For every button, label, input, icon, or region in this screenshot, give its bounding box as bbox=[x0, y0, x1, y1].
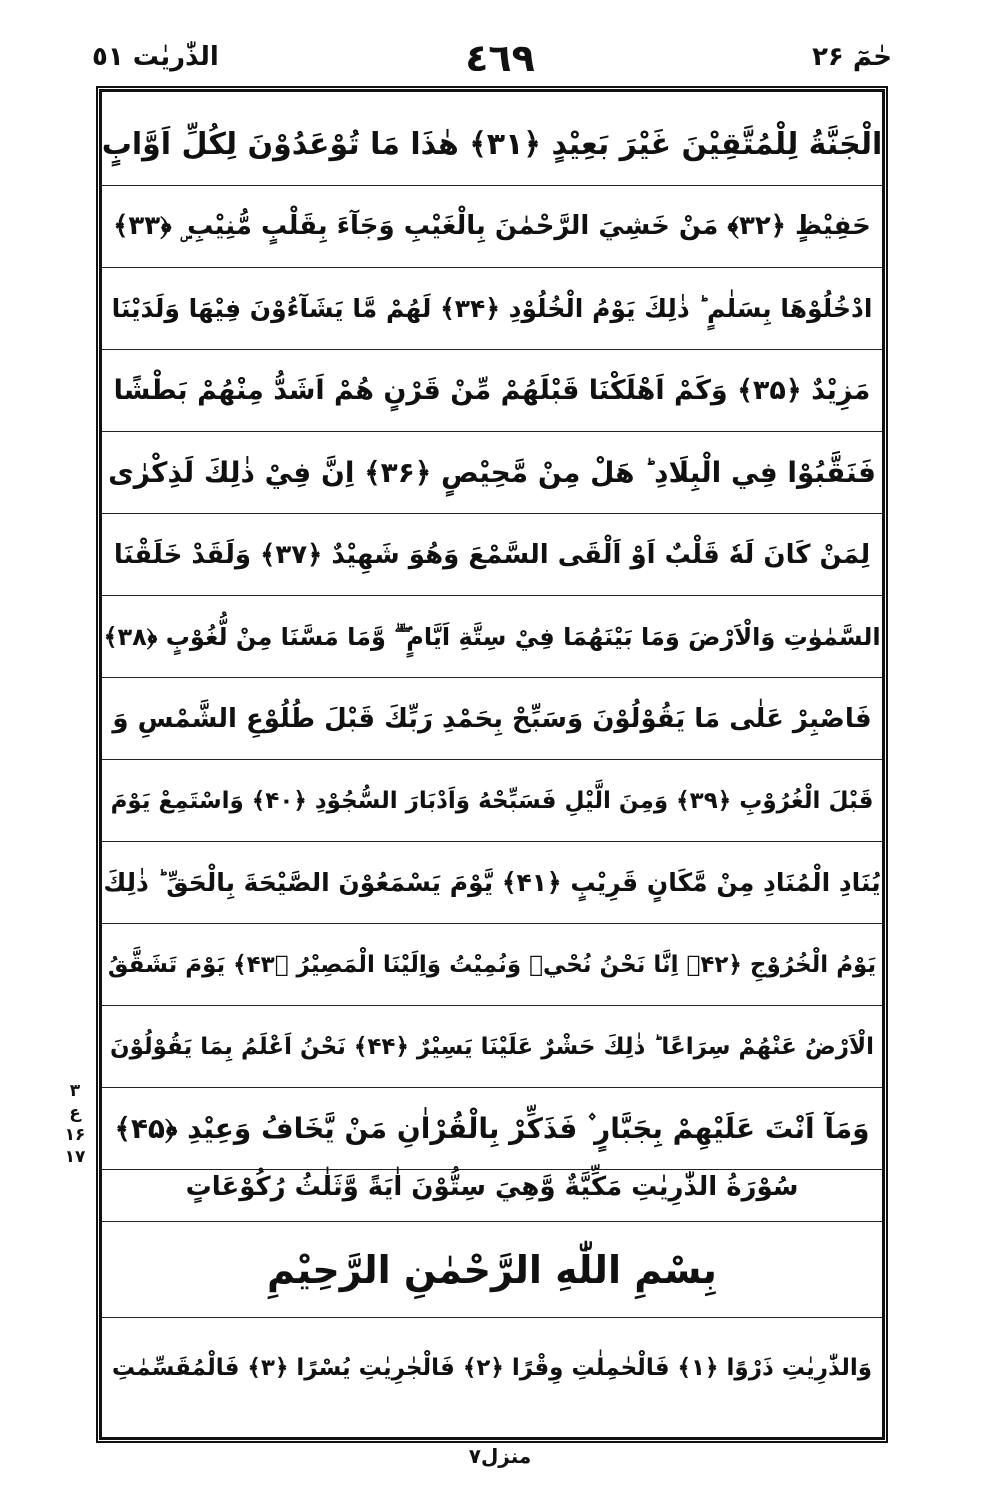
text-line-7: السَّمٰوٰتِ وَالْاَرْضَ وَمَا بَيْنَهُمَا فِيْ سِتَّةِ اَيَّامٍ ۖ ۗ وَّمَا مَسَّنَا مِنْ لُّغُوْبٍ ﴿۳۸﴾ bbox=[102, 596, 882, 678]
surah-label: الذّٰريٰت ٥١ bbox=[92, 42, 219, 72]
surah-heading: سُوْرَةُ الذّٰرِيٰتِ مَكِّيَّةٌ وَّهِيَ سِتُّوْنَ اٰيَةً وَّثَلٰثُ رُكُوْعَاتٍ bbox=[102, 1152, 882, 1222]
text-line-8: فَاصْبِرْ عَلٰى مَا يَقُوْلُوْنَ وَسَبِّحْ بِحَمْدِ رَبِّكَ قَبْلَ طُلُوْعِ الشَّمْسِ وَ bbox=[102, 678, 882, 760]
text-line-4: مَزِيْدٌ ﴿۳۵﴾ وَكَمْ اَهْلَكْنَا قَبْلَهُمْ مِّنْ قَرْنٍ هُمْ اَشَدُّ مِنْهُمْ بَطْشًا bbox=[102, 350, 882, 432]
page-number: ٤٦٩ bbox=[465, 36, 535, 80]
bismillah: بِسْمِ اللّٰهِ الرَّحْمٰنِ الرَّحِيْمِ bbox=[102, 1222, 882, 1318]
text-line-2: حَفِيْظٍ ﴿۳۲﴾ مَنْ خَشِيَ الرَّحْمٰنَ بِالْغَيْبِ وَجَآءَ بِقَلْبٍ مُّنِيْبِ ۣ ﴿۳۳﴾ bbox=[102, 186, 882, 268]
ruku-marker-line3: ۱۷ bbox=[64, 1147, 86, 1167]
ruku-marker bbox=[58, 1080, 92, 1168]
ruku-marker-line1: ۳ bbox=[69, 1081, 81, 1101]
text-line-13: وَمَآ اَنْتَ عَلَيْهِمْ بِجَبَّارٍ ۫ فَذَكِّرْ بِالْقُرْاٰنِ مَنْ يَّخَافُ وَعِيْدِ ﴿۴۵﴾ bbox=[102, 1088, 882, 1170]
text-line-6: لِمَنْ كَانَ لَهٗ قَلْبٌ اَوْ اَلْقَى السَّمْعَ وَهُوَ شَهِيْدٌ ﴿۳۷﴾ وَلَقَدْ خَلَقْنَا bbox=[102, 514, 882, 596]
text-line-final: وَالذّٰرِيٰتِ ذَرْوًا ﴿۱﴾ فَالْحٰمِلٰتِ وِقْرًا ﴿۲﴾ فَالْجٰرِيٰتِ يُسْرًا ﴿۳﴾ فَالْمُقَسِّمٰتِ bbox=[111, 1355, 873, 1381]
text-line-10: يُنَادِ الْمُنَادِ مِنْ مَّكَانٍ قَرِيْبٍ ﴿۴۱﴾ يَّوْمَ يَسْمَعُوْنَ الصَّيْحَةَ بِالْحَقِّ ؕ ذٰلِكَ bbox=[102, 842, 882, 924]
text-line-3: ادْخُلُوْهَا بِسَلٰمٍ ؕ ذٰلِكَ يَوْمُ الْخُلُوْدِ ﴿۳۴﴾ لَهُمْ مَّا يَشَآءُوْنَ فِيْهَا وَلَدَيْنَا bbox=[102, 268, 882, 350]
ruku-marker-line2: ۱۶ bbox=[64, 1125, 86, 1145]
text-line-1: الْجَنَّةُ لِلْمُتَّقِيْنَ غَيْرَ بَعِيْدٍ ﴿۳۱﴾ هٰذَا مَا تُوْعَدُوْنَ لِكُلِّ اَوَّابٍ bbox=[102, 104, 882, 186]
text-line-5: فَنَقَّبُوْا فِي الْبِلَادِ ؕ هَلْ مِنْ مَّحِيْصٍ ﴿۳۶﴾ اِنَّ فِيْ ذٰلِكَ لَذِكْرٰى bbox=[102, 432, 882, 514]
manzil-footer: منزل۷ bbox=[468, 1444, 532, 1468]
ruku-marker-symbol: ع bbox=[69, 1103, 81, 1123]
text-line-12: الْاَرْضُ عَنْهُمْ سِرَاعًا ؕ ذٰلِكَ حَشْرٌ عَلَيْنَا يَسِيْرٌ ﴿۴۴﴾ نَحْنُ اَعْلَمُ بِمَا يَقُوْلُوْنَ bbox=[102, 1006, 882, 1088]
juz-label: حٰمٓ ۲۶ bbox=[812, 42, 892, 72]
text-line-11: يَوْمُ الْخُرُوْجِ ﴿۴۲﴾ اِنَّا نَحْنُ نُحْيٖ وَنُمِيْتُ وَاِلَيْنَا الْمَصِيْرُ ﴿۴۳﴾ يَوْمَ تَشَقَّقُ bbox=[102, 924, 882, 1006]
text-line-9: قَبْلَ الْغُرُوْبِ ﴿۳۹﴾ وَمِنَ الَّيْلِ فَسَبِّحْهُ وَاَدْبَارَ السُّجُوْدِ ﴿۴۰﴾ وَاسْتَمِعْ يَوْمَ bbox=[102, 760, 882, 842]
page-header bbox=[0, 0, 1000, 78]
